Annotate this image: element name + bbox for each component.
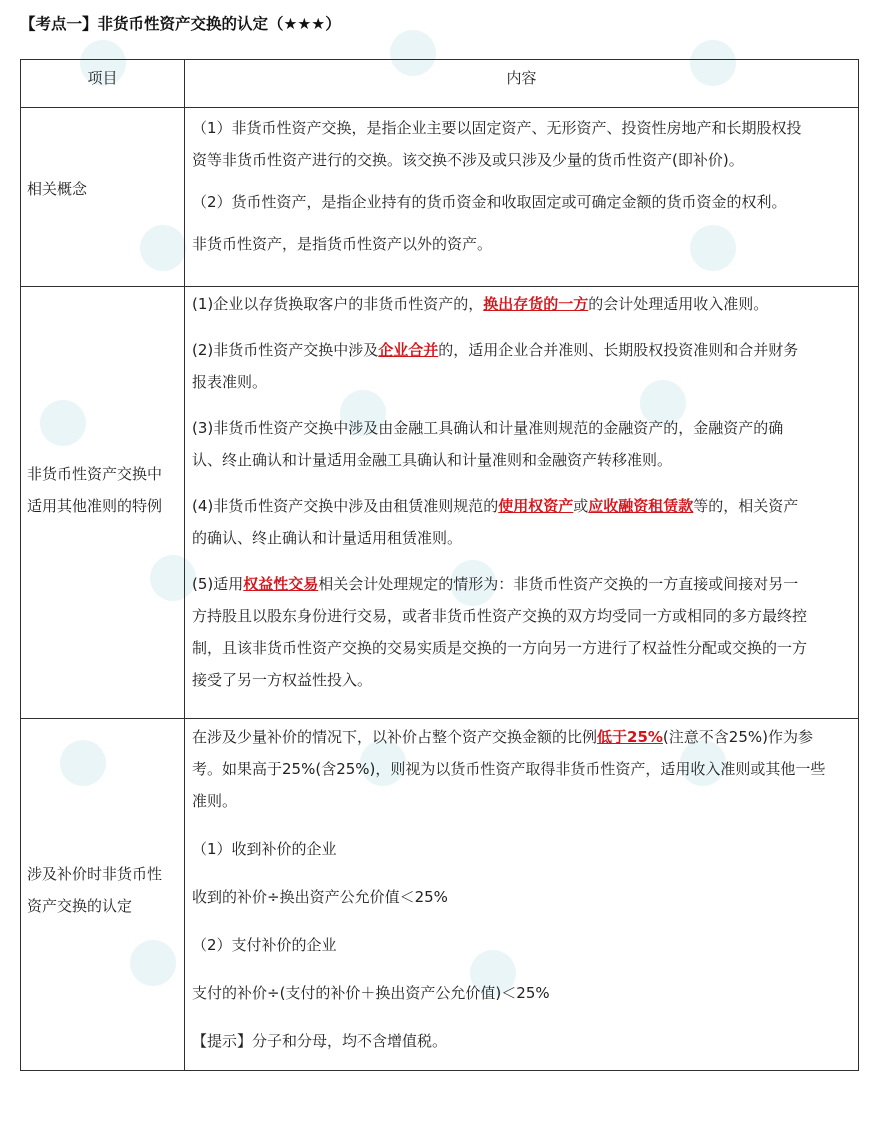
page-title: 【考点一】非货币性资产交换的认定（★★★） bbox=[20, 15, 341, 33]
text-line: （2）货币性资产，是指企业持有的货币资金和收取固定或可确定金额的货币资金的权利。 bbox=[192, 193, 787, 211]
text-run: (4)非货币性资产交换中涉及由租赁准则规范的 bbox=[192, 497, 499, 515]
emphasis-text: 应收融资租赁款 bbox=[588, 497, 694, 515]
text-line: 方持股且以股东身份进行交易，或者非货币性资产交换的双方均受同一方或相同的多方最终控 bbox=[192, 607, 808, 625]
formula-text: 支付的补价÷(支付的补价＋换出资产公允价值)＜25% bbox=[192, 984, 550, 1002]
emphasis-text: 使用权资产 bbox=[498, 497, 574, 515]
paragraph: （1）收到补价的企业 bbox=[192, 840, 337, 858]
text-run: 的确认、终止确认和计量适用租赁准则。 bbox=[192, 529, 463, 547]
text-run: (注意不含25%)作为参 bbox=[662, 728, 813, 746]
paragraph bbox=[192, 112, 850, 176]
content-table bbox=[20, 59, 859, 1071]
row-label-line: 涉及补价时非货币性 bbox=[27, 865, 163, 883]
row-label-line: 适用其他准则的特例 bbox=[27, 497, 163, 515]
row-label: 相关概念 bbox=[27, 180, 88, 198]
row-content-cell bbox=[185, 287, 859, 719]
paragraph bbox=[192, 490, 850, 554]
text-run: (1)企业以存货换取客户的非货币性资产的， bbox=[192, 295, 484, 313]
formula-text: 收到的补价÷换出资产公允价值＜25% bbox=[192, 888, 448, 906]
text-run: (2)非货币性资产交换中涉及 bbox=[192, 341, 379, 359]
text-line: (3)非货币性资产交换中涉及由金融工具确认和计量准则规范的金融资产的，金融资产的确 bbox=[192, 419, 784, 437]
paragraph bbox=[192, 228, 850, 260]
text-run: 的会计处理适用收入准则。 bbox=[588, 295, 769, 313]
paragraph bbox=[192, 568, 850, 696]
row-content-cell bbox=[185, 108, 859, 287]
header-item: 项目 bbox=[87, 69, 118, 87]
text-line: 考。如果高于25%(含25%)，则视为以货币性资产取得非货币性资产，适用收入准则或其他一些 bbox=[192, 760, 826, 778]
text-line: 接受了另一方权益性投入。 bbox=[192, 671, 373, 689]
text-run: 在涉及少量补价的情况下，以补价占整个资产交换金额的比例 bbox=[192, 728, 598, 746]
row-label-cell bbox=[21, 287, 185, 719]
emphasis-text: 权益性交易 bbox=[243, 575, 319, 593]
paragraph bbox=[192, 412, 850, 476]
text-line: 非货币性资产，是指货币性资产以外的资产。 bbox=[192, 235, 493, 253]
paragraph bbox=[192, 721, 850, 817]
header-content-cell bbox=[185, 60, 859, 108]
emphasis-text: 换出存货的一方 bbox=[483, 295, 589, 313]
row-label-cell bbox=[21, 108, 185, 287]
text-line: 资等非货币性资产进行的交换。该交换不涉及或只涉及少量的货币性资产(即补价)。 bbox=[192, 151, 744, 169]
header-content: 内容 bbox=[506, 69, 537, 87]
table-row bbox=[21, 108, 859, 287]
text-run: (5)适用 bbox=[192, 575, 244, 593]
table-row bbox=[21, 287, 859, 719]
text-run: 或 bbox=[573, 497, 589, 515]
paragraph bbox=[192, 334, 850, 398]
emphasis-text: 低于25% bbox=[597, 728, 663, 746]
table-header-row bbox=[21, 60, 859, 108]
text-line: 制，且该非货币性资产交换的交易实质是交换的一方向另一方进行了权益性分配或交换的一方 bbox=[192, 639, 808, 657]
paragraph bbox=[192, 186, 850, 218]
text-line: 认、终止确认和计量适用金融工具确认和计量准则和金融资产转移准则。 bbox=[192, 451, 673, 469]
row-label-line: 资产交换的认定 bbox=[27, 897, 133, 915]
text-run: 相关会计处理规定的情形为：非货币性资产交换的一方直接或间接对另一 bbox=[318, 575, 799, 593]
row-label-line: 非货币性资产交换中 bbox=[27, 465, 163, 483]
table-row bbox=[21, 719, 859, 1071]
header-item-cell bbox=[21, 60, 185, 108]
tip-text: 【提示】分子和分母，均不含增值税。 bbox=[192, 1032, 448, 1050]
paragraph: （2）支付补价的企业 bbox=[192, 936, 337, 954]
text-line: 准则。 bbox=[192, 792, 238, 810]
paragraph bbox=[192, 288, 850, 320]
text-run: 报表准则。 bbox=[192, 373, 268, 391]
text-run: 的，适用企业合并准则、长期股权投资准则和合并财务 bbox=[438, 341, 799, 359]
text-run: 等的，相关资产 bbox=[693, 497, 799, 515]
row-content-cell bbox=[185, 719, 859, 1071]
row-label-cell bbox=[21, 719, 185, 1071]
emphasis-text: 企业合并 bbox=[378, 341, 439, 359]
text-line: （1）非货币性资产交换，是指企业主要以固定资产、无形资产、投资性房地产和长期股权投 bbox=[192, 119, 802, 137]
